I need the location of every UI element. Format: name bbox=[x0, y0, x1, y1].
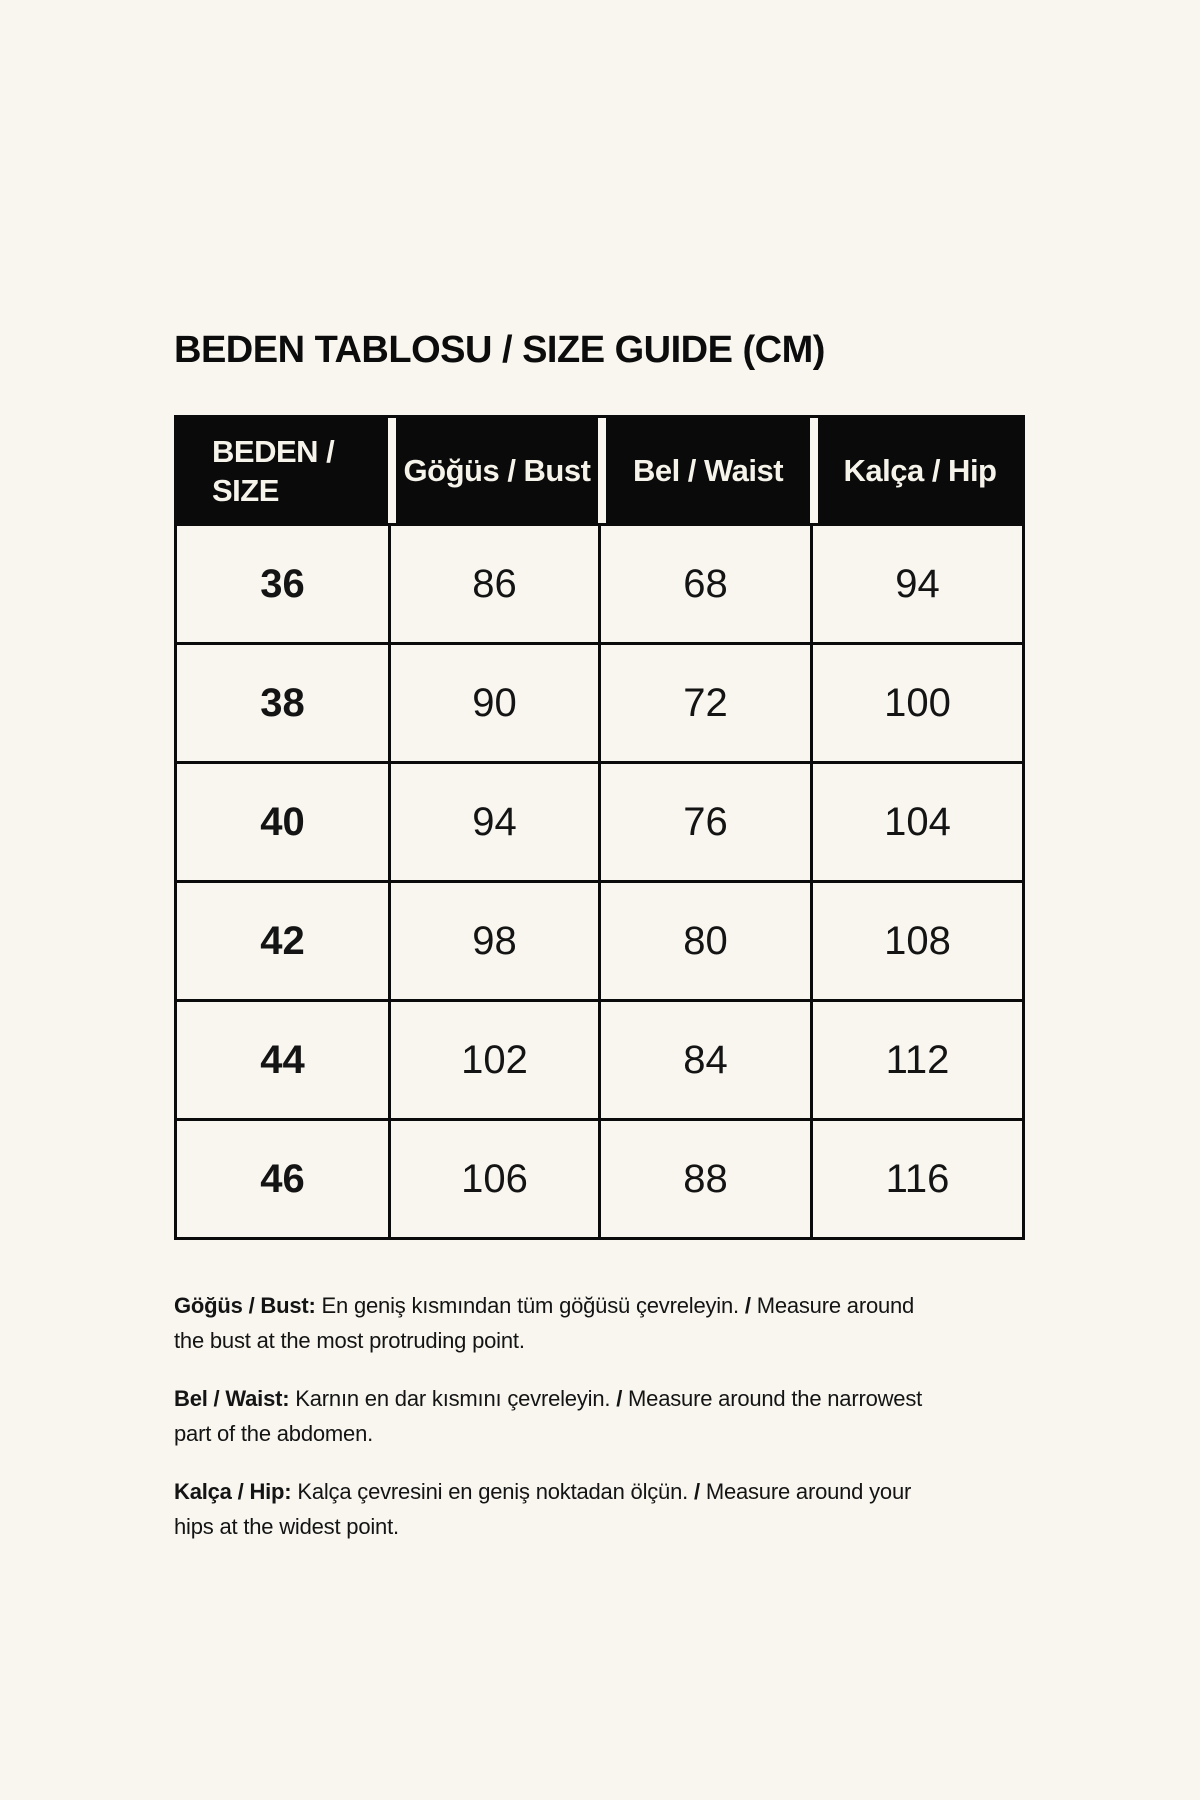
size-value: 38 bbox=[177, 642, 388, 761]
header-size-line2: SIZE bbox=[212, 472, 279, 508]
note-label: Göğüs / Bust: bbox=[174, 1293, 316, 1318]
table-row bbox=[177, 999, 1022, 1118]
note-separator: / bbox=[744, 1293, 751, 1318]
note-text-en: Measure around your hips at the widest point. bbox=[174, 1479, 912, 1539]
hip-value: 108 bbox=[810, 880, 1022, 999]
note-text-tr: Kalça çevresini en geniş noktadan ölçün. bbox=[297, 1479, 689, 1504]
table-row bbox=[177, 523, 1022, 642]
header-cell-waist: Bel / Waist bbox=[598, 418, 810, 523]
hip-value: 116 bbox=[810, 1118, 1022, 1237]
header-size-line1: BEDEN / bbox=[212, 433, 335, 469]
waist-value: 84 bbox=[598, 999, 810, 1118]
size-guide-table bbox=[174, 415, 1025, 1240]
note-text-en: Measure around the bust at the most protruding point. bbox=[174, 1293, 915, 1353]
hip-value: 104 bbox=[810, 761, 1022, 880]
note-text-tr: En geniş kısmından tüm göğüsü çevreleyin. bbox=[321, 1293, 739, 1318]
bust-value: 86 bbox=[388, 523, 598, 642]
note-label: Bel / Waist: bbox=[174, 1386, 290, 1411]
waist-value: 76 bbox=[598, 761, 810, 880]
waist-value: 72 bbox=[598, 642, 810, 761]
measurement-notes bbox=[174, 1288, 936, 1544]
hip-value: 94 bbox=[810, 523, 1022, 642]
table-row bbox=[177, 880, 1022, 999]
header-cell-hip: Kalça / Hip bbox=[810, 418, 1022, 523]
size-value: 46 bbox=[177, 1118, 388, 1237]
table-row bbox=[177, 761, 1022, 880]
size-value: 40 bbox=[177, 761, 388, 880]
page-title: BEDEN TABLOSU / SIZE GUIDE (CM) bbox=[174, 329, 825, 371]
measurement-note-hip bbox=[174, 1474, 936, 1544]
header-cell-bust: Göğüs / Bust bbox=[388, 418, 598, 523]
bust-value: 98 bbox=[388, 880, 598, 999]
note-text-tr: Karnın en dar kısmını çevreleyin. bbox=[295, 1386, 611, 1411]
bust-value: 106 bbox=[388, 1118, 598, 1237]
size-value: 44 bbox=[177, 999, 388, 1118]
waist-value: 88 bbox=[598, 1118, 810, 1237]
header-cell-size bbox=[177, 418, 388, 523]
table-row bbox=[177, 1118, 1022, 1237]
note-text-en: Measure around the narrowest part of the abdomen. bbox=[174, 1386, 923, 1446]
note-separator: / bbox=[693, 1479, 700, 1504]
waist-value: 80 bbox=[598, 880, 810, 999]
note-label: Kalça / Hip: bbox=[174, 1479, 292, 1504]
measurement-note-waist bbox=[174, 1381, 936, 1451]
bust-value: 90 bbox=[388, 642, 598, 761]
size-value: 36 bbox=[177, 523, 388, 642]
size-value: 42 bbox=[177, 880, 388, 999]
table-header-row bbox=[177, 418, 1022, 523]
bust-value: 94 bbox=[388, 761, 598, 880]
measurement-note-bust bbox=[174, 1288, 936, 1358]
note-separator: / bbox=[616, 1386, 623, 1411]
waist-value: 68 bbox=[598, 523, 810, 642]
hip-value: 112 bbox=[810, 999, 1022, 1118]
table-row bbox=[177, 642, 1022, 761]
hip-value: 100 bbox=[810, 642, 1022, 761]
bust-value: 102 bbox=[388, 999, 598, 1118]
